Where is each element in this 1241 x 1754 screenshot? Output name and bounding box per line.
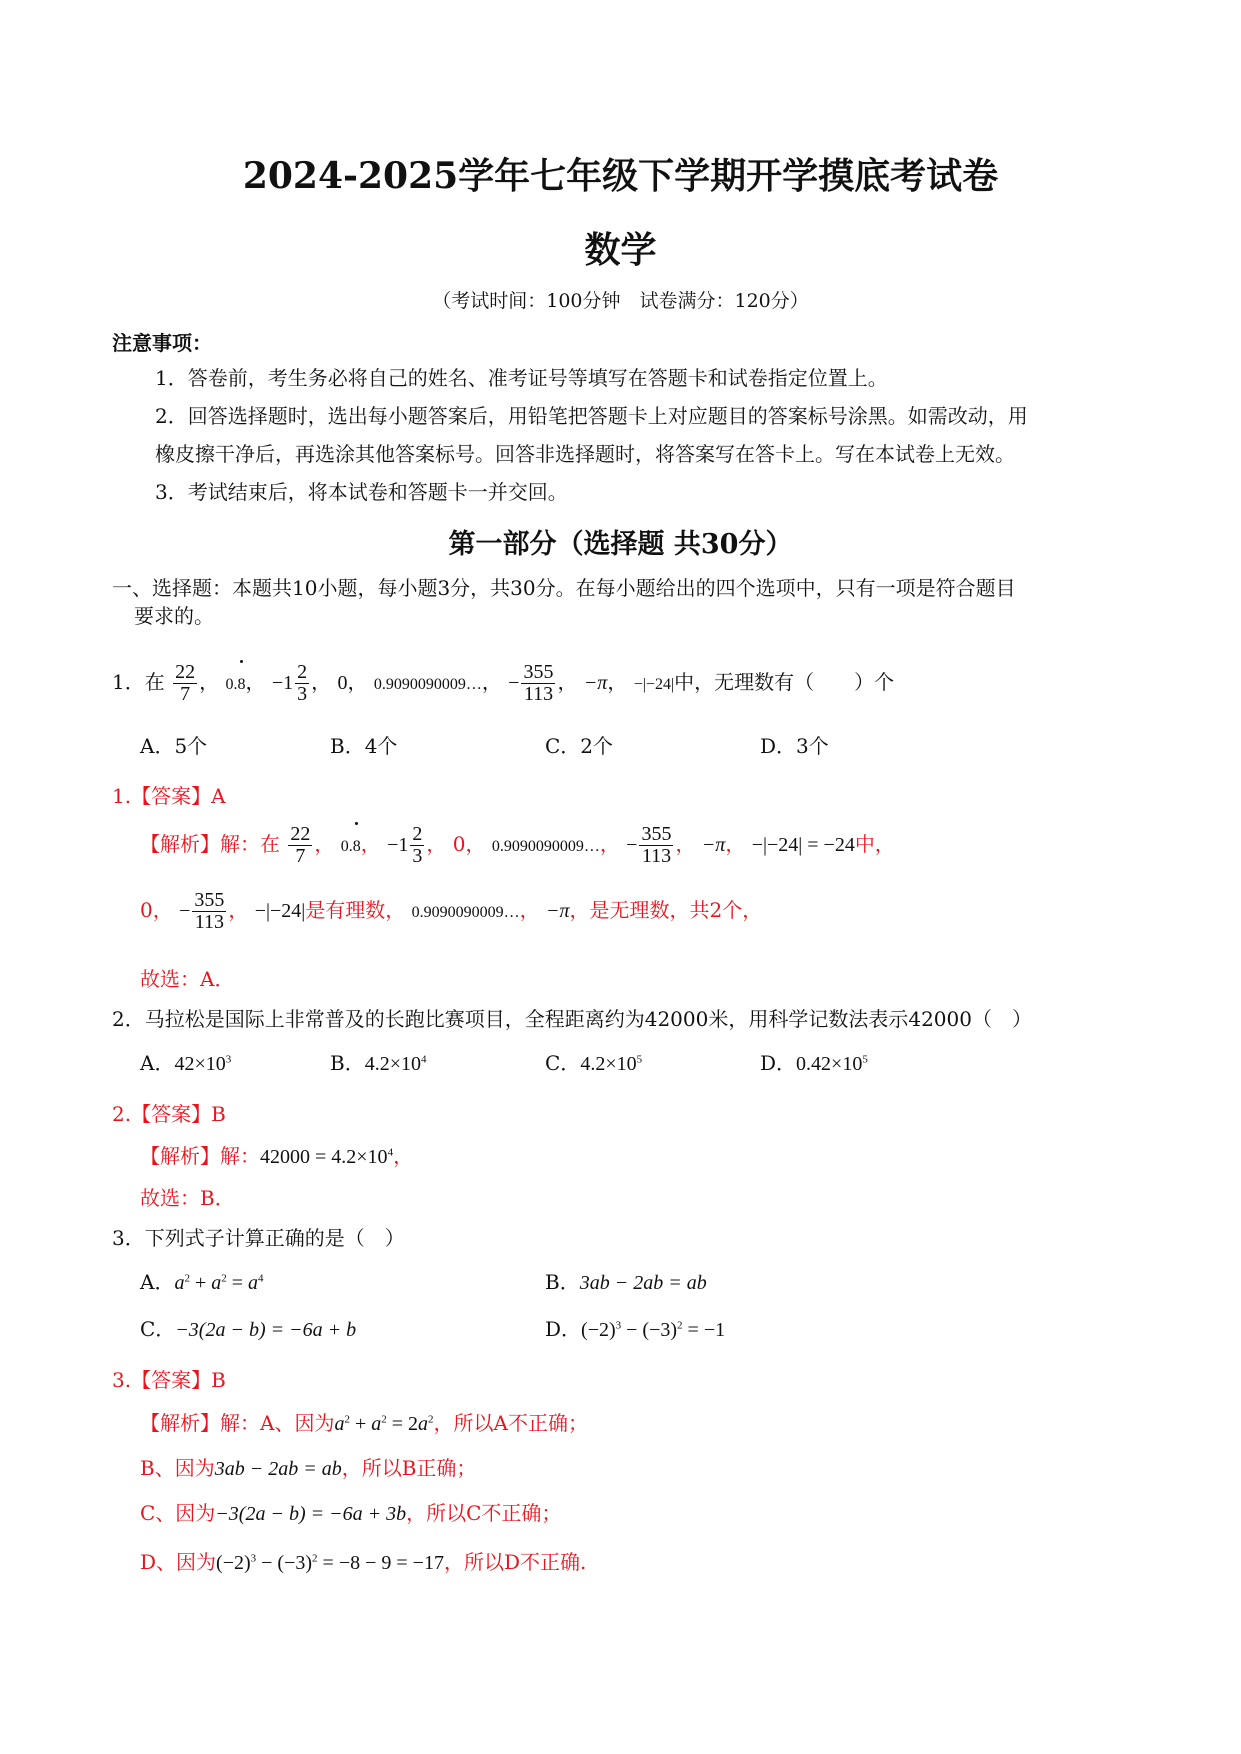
q1-a-mixed-whole: −1 bbox=[387, 834, 409, 856]
q2-option-a: A．$42\times 10^3$ bbox=[140, 1051, 232, 1075]
q1-b-fraction-355-113: $\frac{355}{113}$ bbox=[194, 889, 225, 933]
q1-repeating-decimal: 0.8 bbox=[225, 676, 245, 693]
q3-analysis-d: D、因为$(-2)^3 - (-3)^2 = -8 - 9 = -17$，所以D不正确. bbox=[140, 1550, 587, 1574]
notes-heading: 注意事项： bbox=[112, 331, 212, 355]
q1-option-c: C．2个 bbox=[545, 734, 614, 758]
q1-a-zero: 0 bbox=[452, 832, 466, 856]
q1-b-neg-pi: −π bbox=[546, 900, 570, 922]
q1-fraction-22-7: $\frac{22}{7}$ bbox=[175, 661, 196, 705]
q1-b-rational: 是有理数， bbox=[305, 898, 406, 922]
q1-b-zero: 0 bbox=[140, 898, 153, 922]
q1-analysis-line2: 0， − $\frac{355}{113}$ ， −|−24|是有理数， 0.9090090009…， −π，是无理数，共2个， bbox=[140, 889, 763, 933]
q1-suffix: 中，无理数有（ ）个 bbox=[674, 670, 895, 694]
q1-b-neg-sign: − bbox=[179, 900, 191, 922]
q3-option-d: D．$(-2)^3 - (-3)^2 = -1$ bbox=[545, 1317, 726, 1341]
q1-fraction-355-113: $\frac{355}{113}$ bbox=[523, 661, 554, 705]
section-title: 第一部分（选择题 共30分） bbox=[448, 529, 793, 560]
q1-abs: −|−24| bbox=[633, 676, 675, 693]
q2-conclusion: 故选：B． bbox=[140, 1186, 235, 1210]
q1-a-neg-pi: −π bbox=[701, 834, 726, 856]
note-item: 2．回答选择题时，选出每小题答案后，用铅笔把答题卡上对应题目的答案标号涂黑。如需改动，用 bbox=[155, 404, 1028, 428]
q2-option-d: D．$0.42\times 10^5$ bbox=[760, 1051, 868, 1075]
q3-analysis-a: 【解析】解：A、因为$a^2 + a^2 = 2a^2$，所以A不正确； bbox=[140, 1411, 588, 1435]
q3-stem: 3．下列式子计算正确的是（ ） bbox=[112, 1226, 405, 1250]
q2-answer: 2.【答案】B bbox=[112, 1102, 226, 1126]
q1-option-b: B．4个 bbox=[330, 734, 398, 758]
q1-analysis-line1: 【解析】解：在 $\frac{22}{7}$ ， 0.8， −1 $\frac{2}{3}$ ， 0， 0.9090090009…， − $\frac{355}{113}$ ， −π， −|−24| = −24中， bbox=[140, 823, 895, 867]
exam-title: 2024-2025学年七年级下学期开学摸底考试卷 bbox=[242, 155, 999, 197]
q3-answer: 3.【答案】B bbox=[112, 1368, 226, 1392]
q1-a-fraction-22-7: $\frac{22}{7}$ bbox=[290, 823, 311, 867]
q3-analysis-b: B、因为3ab − 2ab = ab，所以B正确； bbox=[140, 1456, 477, 1480]
q3-option-b: B．3ab − 2ab = ab bbox=[545, 1270, 707, 1294]
q1-a-mid: 中， bbox=[854, 832, 895, 856]
q1-answer: 1.【答案】A bbox=[112, 784, 226, 808]
q1-mixed-whole: −1 bbox=[271, 672, 294, 694]
q1-zero: 0 bbox=[337, 672, 348, 694]
q1-option-d: D．3个 bbox=[760, 734, 829, 758]
q2-option-b: B．$4.2\times 10^4$ bbox=[330, 1051, 427, 1075]
q1-b-abs: −|−24| bbox=[254, 900, 306, 922]
q1-a-nonrepeating: 0.9090090009… bbox=[491, 838, 600, 855]
q1-a-mixed-fraction: $\frac{2}{3}$ bbox=[412, 823, 423, 867]
note-item: 1．答卷前，考生务必将自己的姓名、准考证号等填写在答题卡和试卷指定位置上。 bbox=[155, 366, 888, 390]
q1-mixed-fraction: $\frac{2}{3}$ bbox=[297, 661, 308, 705]
exam-info: （考试时间：100分钟 试卷满分：120分） bbox=[432, 290, 809, 312]
q1-analysis-label: 【解析】解：在 bbox=[140, 832, 280, 856]
q1-prefix: 1．在 bbox=[112, 670, 165, 694]
q1-neg-sign: − bbox=[508, 672, 520, 694]
q1-a-fraction-355-113: $\frac{355}{113}$ bbox=[641, 823, 672, 867]
q1-nonrepeating: 0.9090090009… bbox=[373, 676, 482, 693]
q1-option-a: A．5个 bbox=[140, 734, 208, 758]
section-instruction-cont: 要求的。 bbox=[134, 604, 214, 628]
q1-conclusion: 故选：A． bbox=[140, 967, 235, 991]
q2-stem: 2．马拉松是国际上非常普及的长跑比赛项目，全程距离约为42000米，用科学记数法表示42000（ ） bbox=[112, 1007, 1032, 1031]
q3-option-c: C．−3(2a − b) = −6a + b bbox=[140, 1317, 357, 1341]
note-item: 3．考试结束后，将本试卷和答题卡一并交回。 bbox=[155, 480, 568, 504]
q1-a-abs-eq: −|−24| = −24 bbox=[751, 834, 855, 856]
q1-a-repeating-decimal: 0.8 bbox=[341, 838, 361, 855]
q1-b-nonrepeating: 0.9090090009… bbox=[411, 904, 520, 921]
q3-analysis-c: C、因为−3(2a − b) = −6a + 3b，所以C不正确； bbox=[140, 1501, 562, 1525]
note-item: 橡皮擦干净后，再选涂其他答案标号。回答非选择题时，将答案写在答卡上。写在本试卷上无效。 bbox=[155, 442, 1015, 466]
q1-neg-pi: −π bbox=[583, 672, 608, 694]
q1-b-irrational: ，是无理数，共2个， bbox=[569, 898, 763, 922]
q1-a-neg-sign: − bbox=[626, 834, 638, 856]
exam-subject: 数学 bbox=[584, 229, 657, 271]
q3-option-a: A．$a^2 + a^2 = a^4$ bbox=[140, 1270, 264, 1294]
q2-analysis: 【解析】解：$42000 = 4.2\times 10^4$， bbox=[140, 1144, 414, 1168]
q1-stem: 1．在 $\frac{22}{7}$ ， 0.8， −1 $\frac{2}{3}$ ， 0， 0.9090090009…， − $\frac{355}{113}$ ， −π， −|−24|中，无理数有（ ）个 bbox=[112, 661, 895, 705]
section-instruction: 一、选择题：本题共10小题，每小题3分，共30分。在每小题给出的四个选项中，只有一项是符合题目 bbox=[112, 576, 1016, 600]
q2-option-c: C．$4.2\times 10^5$ bbox=[545, 1051, 643, 1075]
